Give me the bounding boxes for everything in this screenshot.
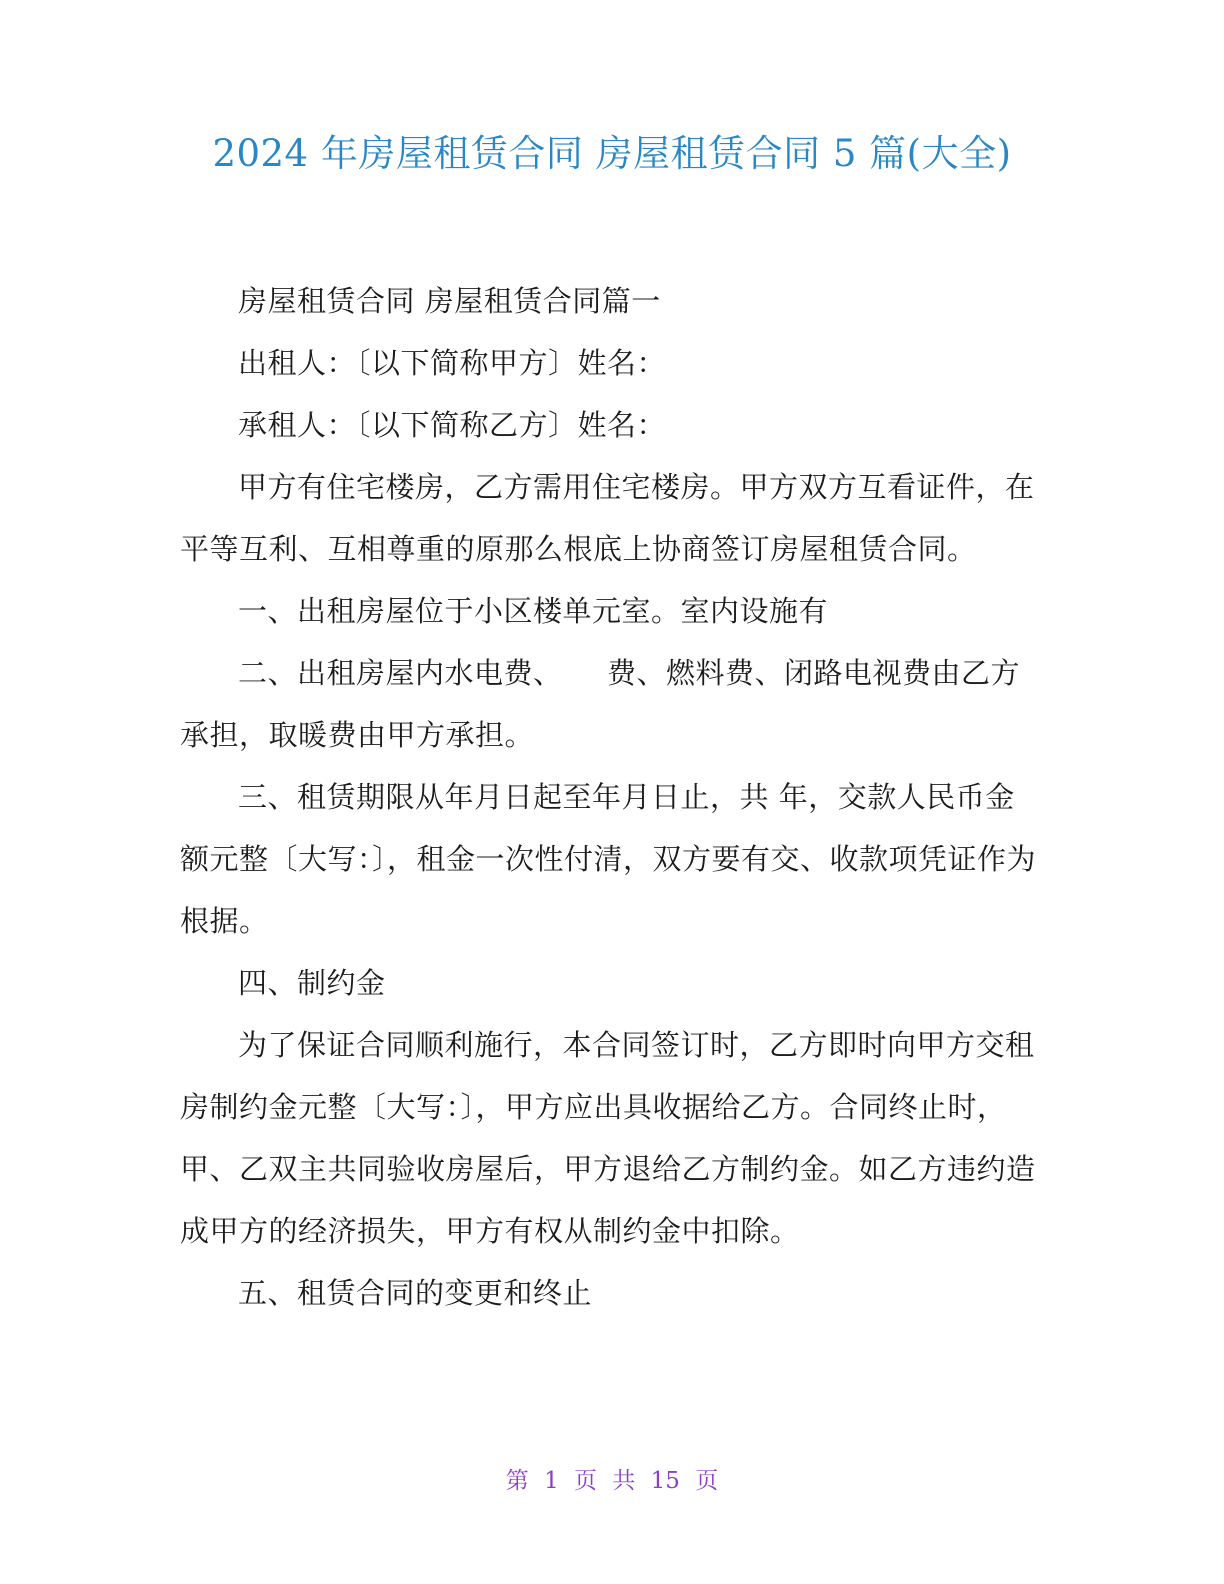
- document-title: 2024 年房屋租赁合同 房屋租赁合同 5 篇(大全): [212, 132, 1012, 175]
- lessee-line: 承租人：〔以下简称乙方〕姓名：: [238, 408, 667, 442]
- clause-3: 三、租赁期限从年月日起至年月日止，共 年，交款人民币金额元整〔大写：〕，租金一次性付清，双方要有交、收款项凭证作为根据。: [180, 780, 1037, 938]
- clause-1: 一、出租房屋位于小区楼单元室。室内设施有: [238, 594, 829, 628]
- clause-5-heading: 五、租赁合同的变更和终止: [238, 1276, 593, 1310]
- section-heading: 房屋租赁合同 房屋租赁合同篇一: [238, 284, 661, 318]
- clause-4-heading: 四、制约金: [238, 966, 386, 1000]
- page-number-footer: 第 1 页 共 15 页: [505, 1468, 719, 1494]
- clause-4-body: 为了保证合同顺利施行，本合同签订时，乙方即时向甲方交租房制约金元整〔大写：〕，甲方应出具收据给乙方。合同终止时，甲、乙双主共同验收房屋后，甲方退给乙方制约金。如乙方违约造成甲方的经济损失，甲方有权从制约金中扣除。: [180, 1028, 1036, 1248]
- document-body: [180, 270, 1040, 1324]
- intro-paragraph: 甲方有住宅楼房，乙方需用住宅楼房。甲方双方互看证件，在平等互利、互相尊重的原那么根底上协商签订房屋租赁合同。: [180, 470, 1035, 566]
- clause-2: 二、出租房屋内水电费、 费、燃料费、闭路电视费由乙方承担，取暖费由甲方承担。: [180, 656, 1021, 752]
- lessor-line: 出租人：〔以下简称甲方〕姓名：: [238, 346, 667, 380]
